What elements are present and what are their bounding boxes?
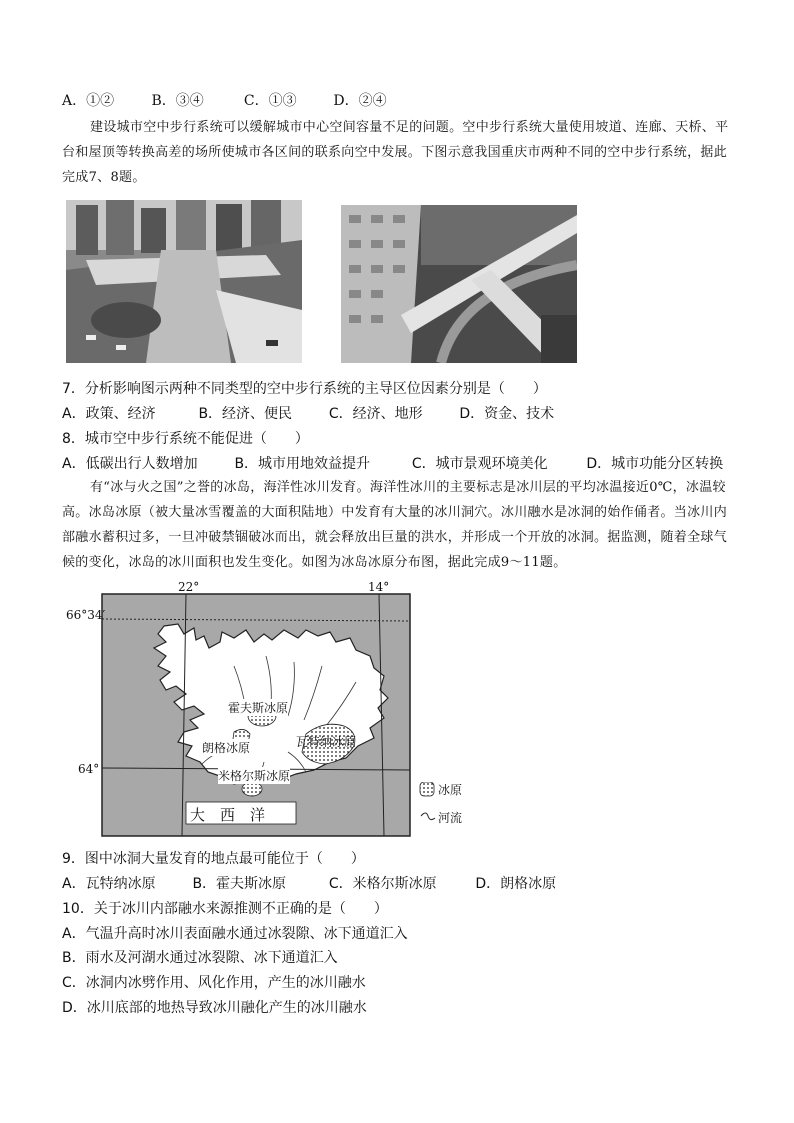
q7-option-d: D．资金、技术 — [459, 406, 555, 422]
label-myrdalsjokull: 米格尔斯冰原 — [218, 769, 291, 783]
q9-option-b: B．霍夫斯冰原 — [192, 876, 287, 892]
lon-label-14: 14° — [368, 580, 390, 594]
q8-options — [62, 453, 723, 473]
q6-option-c: C．①③ — [243, 93, 297, 109]
intro-9-11: 有“冰与火之国”之誉的冰岛，海洋性冰川发育。海洋性冰川的主要标志是冰川层的平均冰温接近0℃，冰温较高。冰岛冰原（被大量冰雪覆盖的大面积陆地）中发育有大量的冰川洞穴。冰川融水是冰洞的始作俑者。当冰川内部融水蓄积过多，一旦冲破禁锢破冰而出，就会释放出巨量的洪水，并形成一个开放的冰洞。据监测，随着全球气候的变化，冰岛的冰川面积也发生变化。如图为冰岛冰原分布图，据此完成9～11题。 — [62, 480, 728, 570]
q10-option-a: A．气温升高时冰川表面融水通过冰裂隙、冰下通道汇入 — [62, 926, 408, 942]
q8-option-c: C．城市景观环境美化 — [411, 456, 548, 472]
q7-options — [62, 403, 554, 423]
q10-option-c: C．冰洞内冰劈作用、风化作用，产生的冰川融水 — [62, 975, 366, 991]
q8-option-b: B．城市用地效益提升 — [234, 456, 371, 472]
legend-glacier-swatch — [420, 782, 434, 796]
label-vatnajokull: 瓦特纳冰原 — [296, 735, 357, 749]
q10-option-b: B．雨水及河湖水通过冰裂隙、冰下通道汇入 — [62, 950, 338, 966]
q8-option-a: A．低碳出行人数增加 — [62, 456, 198, 472]
q7-option-a: A．政策、经济 — [62, 406, 156, 422]
q7-option-c: C．经济、地形 — [328, 406, 423, 422]
photo-skywalk-bridge — [341, 205, 577, 363]
q8-option-d: D．城市功能分区转换 — [586, 456, 724, 472]
q9-options — [62, 873, 556, 893]
lat-label-66-34: 66°34′ — [66, 608, 106, 622]
label-langjokull: 朗格冰原 — [202, 741, 251, 755]
glacier-myrdalsjokull — [242, 782, 262, 796]
intro-7-8: 建设城市空中步行系统可以缓解城市中心空间容量不足的问题。空中步行系统大量使用坡道、连廊、天桥、平台和屋顶等转换高差的场所使城市各区间的联系向空中发展。下图示意我国重庆市两种不同的空中步行系统，据此完成7、8题。 — [62, 120, 729, 185]
iceland-glacier-map — [66, 580, 438, 838]
q9-stem: 9．图中冰洞大量发育的地点最可能位于（ ） — [62, 851, 365, 867]
ocean-label: 大 西 洋 — [190, 806, 266, 824]
legend-river-symbol — [421, 813, 435, 820]
legend-river-label: 河流 — [438, 811, 463, 825]
lon-label-22: 22° — [178, 580, 200, 594]
q9-option-c: C．米格尔斯冰原 — [328, 876, 437, 892]
photo-skywalk-platform — [66, 200, 302, 363]
q8-stem: 8．城市空中步行系统不能促进（ ） — [62, 431, 309, 447]
q6-option-d: D．②④ — [333, 93, 387, 109]
legend-glacier-label: 冰原 — [438, 783, 463, 797]
q10-option-d: D．冰川底部的地热导致冰川融化产生的冰川融水 — [62, 1000, 367, 1016]
q10-stem: 10．关于冰川内部融水来源推测不正确的是（ ） — [62, 901, 388, 917]
q6-option-b: B．③④ — [151, 93, 204, 109]
q9-option-d: D．朗格冰原 — [475, 876, 557, 892]
q6-options — [62, 90, 387, 110]
q7-stem: 7．分析影响图示两种不同类型的空中步行系统的主导区位因素分别是（ ） — [62, 381, 547, 397]
label-hofsjokull: 霍夫斯冰原 — [228, 701, 289, 715]
q6-option-a: A．①② — [62, 93, 115, 109]
lat-label-64: 64° — [78, 762, 100, 776]
q7-option-b: B．经济、便民 — [198, 406, 293, 422]
q9-option-a: A．瓦特纳冰原 — [62, 876, 156, 892]
